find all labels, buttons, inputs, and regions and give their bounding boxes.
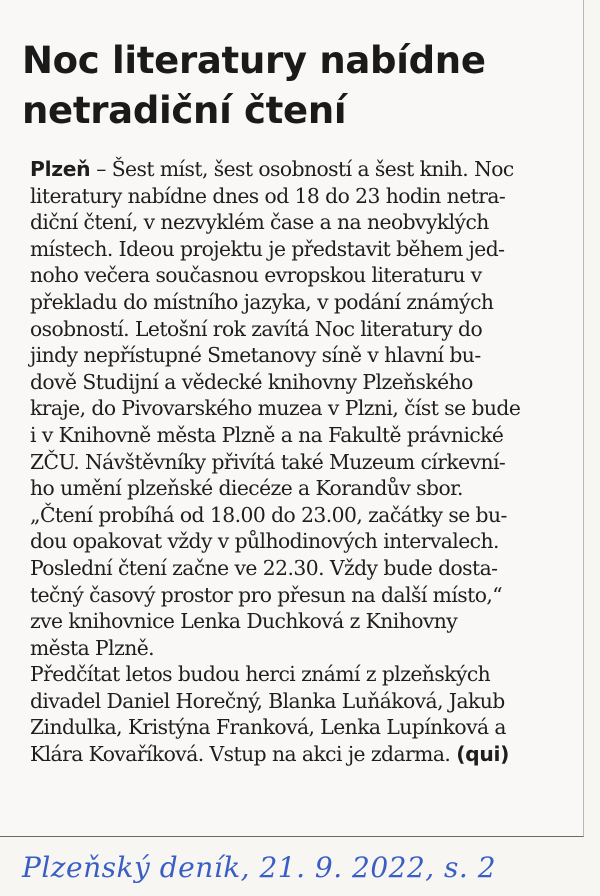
- body-line: Předčítat letos budou herci známí z plzeňských: [30, 662, 491, 687]
- last-line-text: Klára Kovaříková. Vstup na akci je zdarma.: [30, 742, 457, 767]
- body-line: ho umění plzeňské diecéze a Korandův sbor.: [30, 476, 463, 501]
- body-line-last: [30, 741, 574, 768]
- body-line: Poslední čtení začne ve 22.30. Vždy bude dosta-: [30, 555, 498, 580]
- body-line-first: [30, 156, 574, 183]
- body-line: diční čtení, v nezvyklém čase a na neobvyklých: [30, 210, 489, 235]
- headline-line-1: Noc literatury nabídne: [22, 39, 486, 82]
- body-lines: [30, 183, 574, 741]
- body-line: kraje, do Pivovarského muzea v Plzni, číst se bude: [30, 396, 521, 421]
- body-line: divadel Daniel Horečný, Blanka Luňáková, Jakub: [30, 688, 505, 713]
- body-line: „Čtení probíhá od 18.00 do 23.00, začátky se bu-: [30, 502, 507, 527]
- body-line: noho večera současnou evropskou literaturu v: [30, 263, 482, 288]
- body-line: ZČU. Návštěvníky přivítá také Muzeum církevní-: [30, 449, 506, 474]
- body-line: dově Studijní a vědecké knihovny Plzeňského: [30, 369, 473, 394]
- article-headline: [22, 36, 578, 136]
- body-line: dou opakovat vždy v půlhodinových intervalech.: [30, 529, 499, 554]
- body-line: překladu do místního jazyka, v podání známých: [30, 289, 494, 314]
- body-line: tečný časový prostor pro přesun na další místo,“: [30, 582, 503, 607]
- body-line: osobností. Letošní rok zavítá Noc literatury do: [30, 316, 483, 341]
- headline-line-2: netradiční čtení: [22, 89, 347, 132]
- article-body: [30, 156, 574, 768]
- body-line: zve knihovnice Lenka Duchková z Knihovny: [30, 609, 458, 634]
- body-line: Zindulka, Kristýna Franková, Lenka Lupínková a: [30, 715, 506, 740]
- author-tag: (qui): [456, 742, 510, 767]
- body-line: literatury nabídne dnes od 18 do 23 hodin netra-: [30, 183, 506, 208]
- handwritten-source-note: Plzeňský deník, 21. 9. 2022, s. 2: [22, 851, 497, 884]
- dateline: Plzeň: [30, 157, 91, 181]
- body-line: i v Knihovně města Plzně a na Fakultě právnické: [30, 422, 504, 447]
- first-line-text: – Šest míst, šest osobností a šest knih. Noc: [90, 157, 514, 181]
- body-line: jindy nepřístupné Smetanovy síně v hlavní bu-: [30, 343, 481, 368]
- body-line: místech. Ideou projektu je představit během jed-: [30, 236, 505, 261]
- body-line: města Plzně.: [30, 635, 155, 660]
